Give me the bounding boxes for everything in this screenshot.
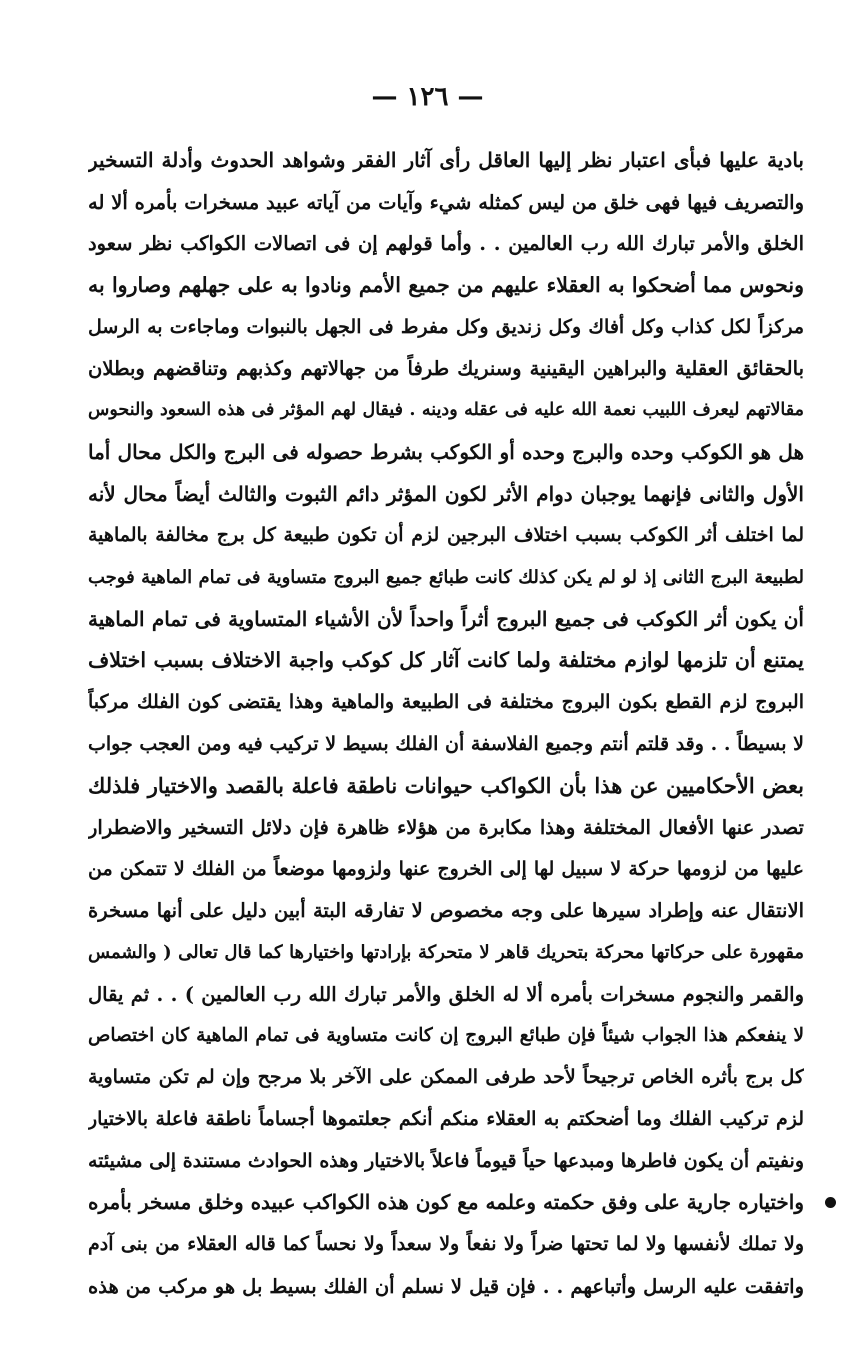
text-line: الأول والثانى فإنهما يوجبان دوام الأثر لكون المؤثر دائم الثبوت والثالث أيضاً محال لأنه (88, 481, 804, 506)
text-line: ولا تملك لأنفسها ولا لما تحتها ضراً ولا نفعاً ولا سعداً ولا نحساً كما قاله العقلاء من بنى آدم (88, 1232, 804, 1255)
text-line: مقهورة على حركاتها محركة بتحريك قاهر لا متحركة بإرادتها واختيارها كما قال تعالى ( والشمس (88, 942, 804, 964)
text-line: بالحقائق العقلية والبراهين اليقينية وسنريك طرفاً من جهالاتهم وكذبهم وتناقضهم وبطلان (88, 357, 804, 381)
text-line: بادية عليها فبأى اعتبار نظر إليها العاقل رأى آثار الفقر وشواهد الحدوث وأدلة التسخير (88, 148, 804, 172)
text-line: أن يكون أثر الكوكب فى جميع البروج أثراً واحداً لأن الأشياء المتساوية فى تمام الماهية (88, 606, 804, 631)
text-line: واختياره جارية على وفق حكمته وعلمه مع كون هذه الكواكب عبيده وخلق مسخر بأمره (88, 1190, 804, 1215)
text-line: ونفيتم أن يكون فاطرها ومبدعها حياً قيوماً فاعلاً بالاختيار وهذه الحوادث مستندة إلى مشيئته (88, 1149, 804, 1172)
page-number: — ١٢٦ — (371, 82, 484, 112)
text-line: كل برج بأثره الخاص ترجيحاً لأحد طرفى الممكن على الآخر بلا مرجح وإن لم تكن متساوية (88, 1066, 804, 1089)
text-line: هل هو الكوكب وحده والبرج وحده أو الكوكب بشرط حصوله فى البرج والكل محال أما (88, 439, 804, 464)
text-line: لطبيعة البرج الثانى إذ لو لم يكن كذلك كانت طبائع جميع البروج متساوية فى تمام الماهية فوجب (88, 566, 804, 588)
text-line: واتفقت عليه الرسل وأتباعهم . . فإن قيل لا نسلم أن الفلك بسيط بل هو مركب من هذه (88, 1274, 804, 1298)
text-line: مركزاً لكل كذاب وكل أفاك وكل زنديق وكل مفرط فى الجهل بالنبوات وماجاءت به الرسل (88, 315, 804, 338)
text-line: لا ينفعكم هذا الجواب شيئاً فإن طبائع البروج إن كانت متساوية فى تمام الماهية كان اختصاص (88, 1025, 804, 1047)
text-line: ونحوس مما أضحكوا به العقلاء عليهم من جميع الأمم ونادوا به على جهلهم وصاروا به (88, 273, 804, 298)
text-line: لزم تركيب الفلك وما أضحكتم به العقلاء منكم أنكم جعلتموها أجساماً ناطقة فاعلة بالاختيار (88, 1107, 804, 1130)
text-line: الانتقال عنه وإطراد سيرها على وجه مخصوص لا تفارقه البتة أبين دليل على أنها مسخرة (88, 899, 804, 923)
text-line: يمتنع أن تلزمها لوازم مختلفة ولما كانت آثار كل كوكب واجبة الاختلاف بسبب اختلاف (88, 648, 804, 673)
text-line: والتصريف فيها فهى خلق من ليس كمثله شيء وآيات من آياته عبيد مسخرات بأمره ألا له (88, 190, 804, 214)
text-line: الخلق والأمر تبارك الله رب العالمين . . وأما قولهم إن فى اتصالات الكواكب نظر سعود (88, 232, 804, 256)
text-line: والقمر والنجوم مسخرات بأمره ألا له الخلق والأمر تبارك الله رب العالمين ) . . ثم يقال (88, 982, 804, 1006)
text-line: مقالاتهم ليعرف اللبيب نعمة الله عليه فى عقله ودينه . فيقال لهم المؤثر فى هذه السعود والنحوس (88, 400, 804, 421)
text-line: البروج لزم القطع بكون البروج مختلفة فى الطبيعة والماهية وهذا يقتضى كون الفلك مركباً (88, 690, 804, 713)
text-line: لما اختلف أثر الكوكب بسبب اختلاف البرجين لزم أن تكون طبيعة كل برج مخالفة بالماهية (88, 524, 804, 547)
text-line: عليها من لزومها حركة لا سبيل لها إلى الخروج عنها ولزومها موضعاً من الفلك لا تتمكن من (88, 857, 804, 880)
text-line: بعض الأحكاميين عن هذا بأن الكواكب حيوانات ناطقة فاعلة بالقصد والاختيار فلذلك (88, 773, 804, 799)
text-line: لا بسيطاً . . وقد قلتم أنتم وجميع الفلاسفة أن الفلك بسيط لا تركيب فيه ومن العجب جواب (88, 732, 804, 755)
body-text (88, 140, 804, 1307)
margin-ink-dot (825, 1197, 836, 1208)
text-line: تصدر عنها الأفعال المختلفة وهذا مكابرة من هؤلاء ظاهرة فإن دلائل التسخير والاضطرار (88, 816, 804, 839)
